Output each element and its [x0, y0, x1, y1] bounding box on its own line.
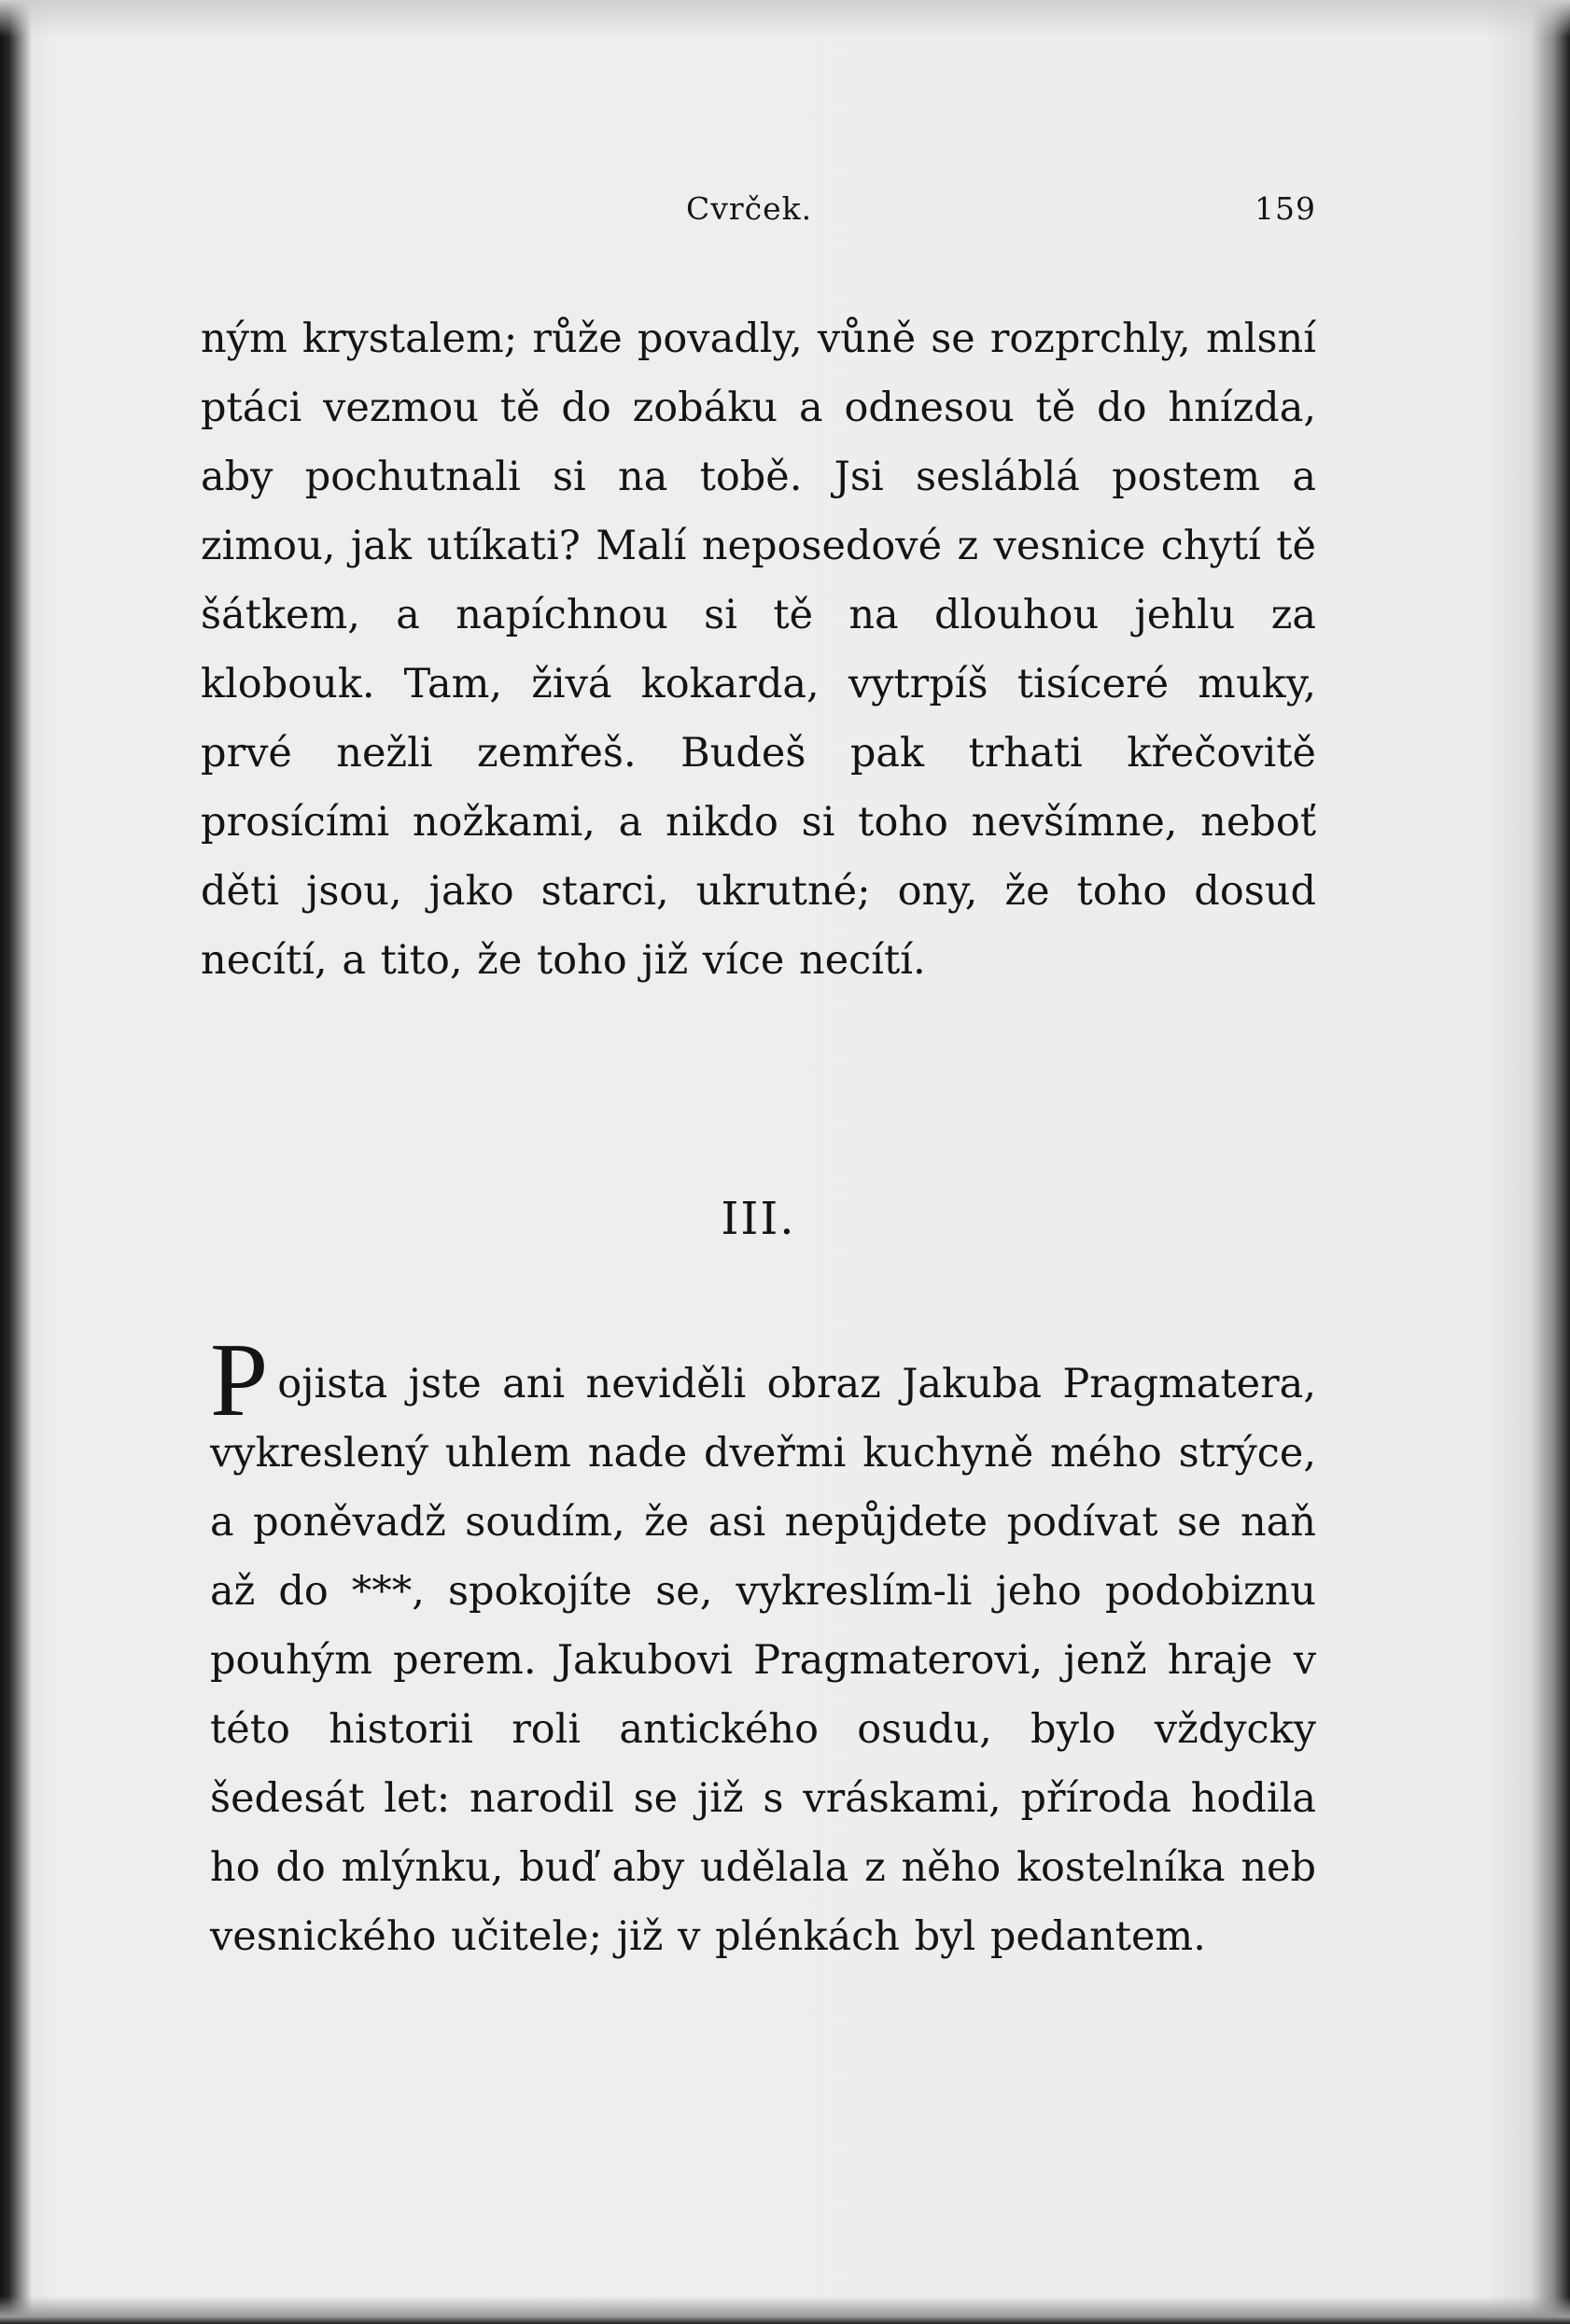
book-page	[201, 0, 1321, 2324]
paragraph-continued: ným krystalem; růže povadly, vůně se rozprchly, mlsní ptáci vezmou tě do zobáku a odnesou tě do hnízda, aby pochutnali si na tobě. Jsi sesláblá postem a zimou, jak utíkati? Malí neposedové z vesnice chytí tě šátkem, a napíchnou si tě na dlouhou jehlu za klobouk. Tam, živá kokarda, vytrpíš tisíceré muky, prvé nežli zemřeš. Budeš pak trhati křečovitě prosícími nožkami, a nikdo si toho nevšímne, neboť děti jsou, jako starci, ukrutné; ony, že toho dosud necítí, a tito, že toho již více necítí.	[201, 315, 1316, 984]
section-heading: III.	[721, 1193, 796, 1245]
drop-cap: P	[210, 1323, 269, 1438]
running-title: Cvrček.	[686, 190, 813, 227]
paragraph-section-opening	[210, 1323, 1316, 1971]
page-number: 159	[1255, 190, 1316, 227]
running-head	[201, 190, 1316, 237]
paragraph-body: ojista jste ani neviděli obraz Jakuba Pragmatera, vykreslený uhlem nade dveřmi kuchyně mého strýce, a poněvadž soudím, že asi nepůjdete podívat se naň až do ***, spokojíte se, vykreslím-li jeho podobiznu pouhým perem. Jakubovi Pragmaterovi, jenž hraje v této historii roli antického osudu, bylo vždycky šedesát let: narodil se již s vráskami, příroda hodila ho do mlýnku, buď aby udělala z něho kostelníka neb vesnického učitele; již v plénkách byl pedantem.	[210, 1361, 1316, 1960]
